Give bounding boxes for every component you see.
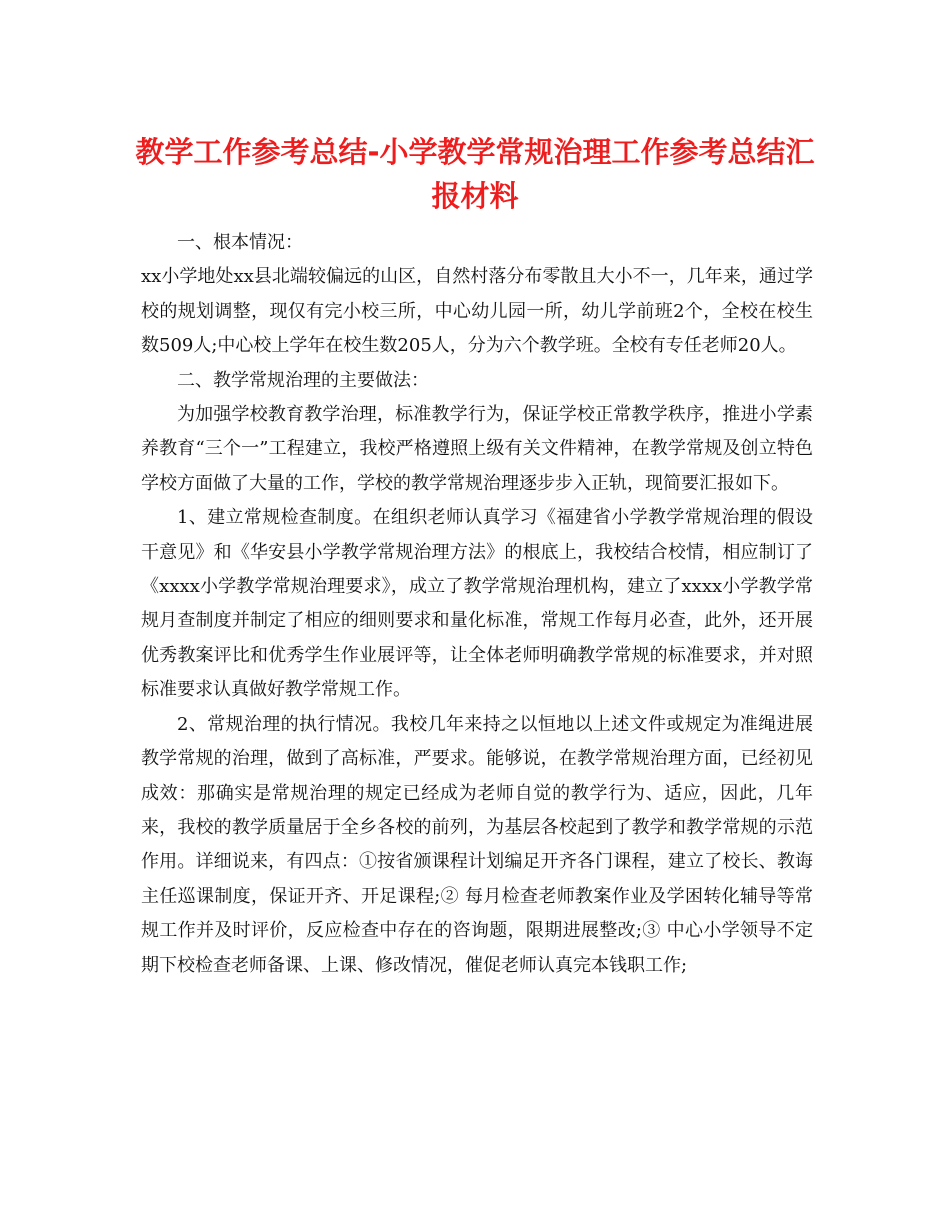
- paragraph-introduction: 为加强学校教育教学治理，标准教学行为，保证学校正常教学秩序，推进小学素养教育“三个一”工程建立，我校严格遵照上级有关文件精神，在教学常规及创立特色学校方面做了大量的工作，学校的教学常规治理逐步步入正轨，现简要汇报如下。: [141, 404, 813, 494]
- document-title: 教学工作参考总结-小学教学常规治理工作参考总结汇报材料: [135, 135, 815, 213]
- paragraph-school-overview: xx小学地处xx县北端较偏远的山区，自然村落分布零散且大小不一，几年来，通过学校的规划调整，现仅有完小校三所，中心幼儿园一所，幼儿学前班2个，全校在校生数509人;中心校上学年在校生数205人，分为六个教学班。全校有专任老师20人。: [141, 266, 813, 357]
- paragraph-item-1: 1、建立常规检查制度。在组织老师认真学习《福建省小学教学常规治理的假设干意见》和《华安县小学教学常规治理方法》的根底上，我校结合校情，相应制订了《xxxx小学教学常规治理要求》，成立了教学常规治理机构，建立了xxxx小学教学常规月查制度并制定了相应的细则要求和量化标准，常规工作每月必查，此外，还开展优秀教案评比和优秀学生作业展评等，让全体老师明确教学常规的标准要求，并对照标准要求认真做好教学常规工作。: [141, 507, 813, 701]
- document-body: [141, 226, 813, 983]
- section-heading-main-practices: 二、教学常规治理的主要做法：: [177, 369, 429, 391]
- section-heading-basic-situation: 一、根本情况：: [177, 232, 303, 253]
- paragraph-item-2: 2、常规治理的执行情况。我校几年来持之以恒地以上述文件或规定为准绳进展教学常规的治理，做到了高标准，严要求。能够说，在教学常规治理方面，已经初见成效：那确实是常规治理的规定已经成为老师自觉的教学行为、适应，因此，几年来，我校的教学质量居于全乡各校的前列，为基层各校起到了教学和教学常规的示范作用。详细说来，有四点：①按省颁课程计划编足开齐各门课程，建立了校长、教诲主任巡课制度，保证开齐、开足课程;② 每月检查老师教案作业及学困转化辅导等常规工作并及时评价，反应检查中存在的咨询题，限期进展整改;③ 中心小学领导不定期下校检查老师备课、上课、修改情况，催促老师认真完本钱职工作;: [141, 713, 813, 976]
